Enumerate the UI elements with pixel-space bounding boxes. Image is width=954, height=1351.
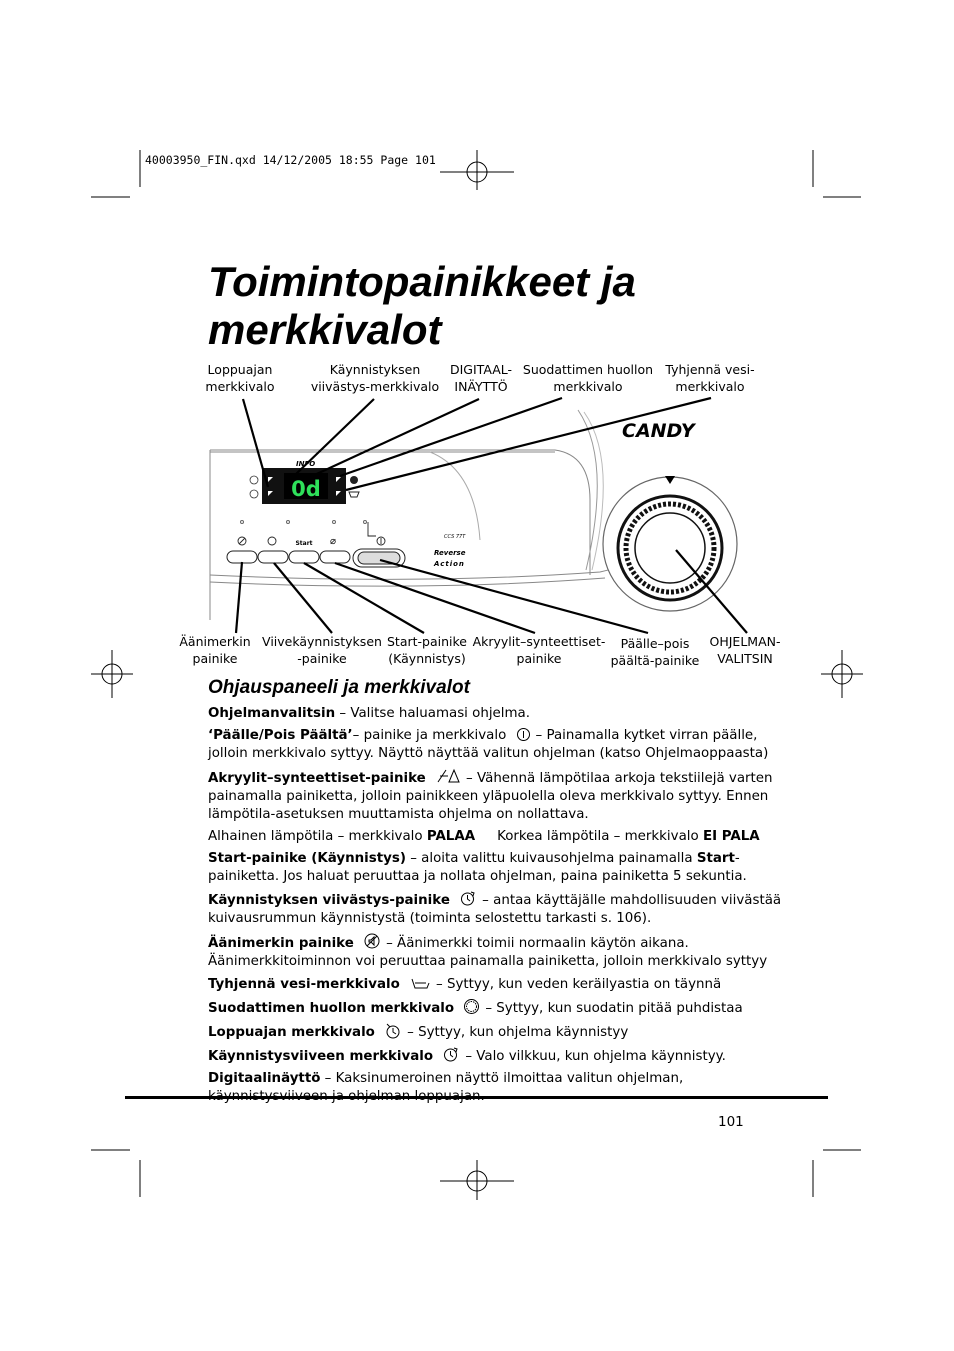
sound-off-icon <box>363 932 381 950</box>
print-slug: 40003950_FIN.qxd 14/12/2005 18:55 Page 101 <box>145 153 436 167</box>
para-end-time: Loppuajan merkkivalo – Syttyy, kun ohjelma käynnistyy <box>208 1022 798 1042</box>
title-line-1: Toimintopainikkeet ja <box>208 258 636 305</box>
callout-tyhjenna: Tyhjennä vesi- merkkivalo <box>665 362 755 394</box>
svg-text:Action: Action <box>434 560 465 568</box>
acrylic-icon <box>435 767 461 785</box>
callout-akryylit: Akryylit–synteettiset- painike <box>472 634 606 666</box>
description-text <box>208 705 798 1110</box>
filter-icon <box>463 998 480 1015</box>
program-dial[interactable] <box>603 476 737 611</box>
para-delay-button: Käynnistyksen viivästys-painike – antaa käyttäjälle mahdollisuuden viivästää kuivausrummun käynnistystä (toiminta selostettu tarkasti s. 106). <box>208 890 798 928</box>
acrylic-button[interactable] <box>320 551 350 563</box>
para-power: ‘Päälle/Pois Päältä’– painike ja merkkivalo – Painamalla kytket virran päälle, jolloin merkkivalo syttyy. Näyttö näyttää valitun ohjelman (katso Ohjelmaoppaasta) <box>208 728 769 761</box>
callout-ohjelman: OHJELMAN- VALITSIN <box>709 634 781 666</box>
para-temperature: Alhainen lämpötila – merkkivalo PALAA Korkea lämpötila – merkkivalo EI PALA <box>208 829 760 844</box>
info-label: INFO <box>296 460 316 468</box>
callout-digitaal: DIGITAAL- INÄYTTÖ <box>449 362 513 394</box>
para-delay-light: Käynnistysviiveen merkkivalo – Valo vilkkuu, kun ohjelma käynnistyy. <box>208 1046 798 1066</box>
para-filter: Suodattimen huollon merkkivalo – Syttyy, kun suodatin pitää puhdistaa <box>208 998 798 1018</box>
svg-text:⌀: ⌀ <box>329 536 337 547</box>
svg-text:Reverse: Reverse <box>434 549 466 557</box>
callout-paalle: Päälle–pois päältä-painike <box>610 636 700 668</box>
power-icon <box>516 727 531 742</box>
para-sound: Äänimerkin painike – Äänimerkki toimii normaalin käytön aikana. Äänimerkkitoiminnon voi peruuttaa painamalla painiketta, jolloin merkkivalo syttyy <box>208 932 798 971</box>
para-acrylic: Akryylit–synteettiset-painike – Vähennä lämpötilaa arkoja tekstiilejä varten painamalla painiketta, jolloin painikkeen yläpuolella oleva merkkivalo syttyy. Ennen lämpötila-asetuksen muuttamista ohjelma on nollattava. <box>208 767 798 824</box>
callout-aanimerkin: Äänimerkin painike <box>179 634 251 666</box>
footer-rule <box>125 1096 828 1099</box>
display-digits: 0d <box>291 477 321 501</box>
section-subheading: Ohjauspaneeli ja merkkivalot <box>208 677 470 698</box>
sound-button[interactable] <box>227 551 257 563</box>
delay-icon <box>459 890 477 907</box>
end-time-icon <box>384 1022 402 1039</box>
model-label: CCS 77T <box>444 534 466 540</box>
para-program-selector: Ohjelmanvalitsin – Valitse haluamasi ohjelma. <box>208 706 531 721</box>
para-start: Start-painike (Käynnistys) – aloita valittu kuivausohjelma painamalla Start- painiketta. Jos haluat peruuttaa ja nollata ohjelman, paina painiketta 5 sekuntia. <box>208 851 747 884</box>
para-empty-water: Tyhjennä vesi-merkkivalo – Syttyy, kun veden keräilyastia on täynnä <box>208 977 722 992</box>
callout-start: Start-painike (Käynnistys) <box>387 634 467 666</box>
callout-viive: Viivekäynnistyksen -painike <box>262 634 382 666</box>
start-label: Start <box>295 540 313 547</box>
delay-button[interactable] <box>258 551 288 563</box>
page-number: 101 <box>718 1114 744 1130</box>
filter-led <box>350 476 358 484</box>
start-button[interactable] <box>289 551 319 563</box>
delay-light-icon <box>442 1046 460 1063</box>
callout-kaynnistyksen: Käynnistyksen viivästys-merkkivalo <box>310 362 440 394</box>
empty-water-icon <box>409 975 431 991</box>
brand-logo: CANDY <box>622 420 695 442</box>
para-display: Digitaalinäyttö – Kaksinumeroinen näyttö ilmoittaa valitun ohjelman, <box>208 1071 684 1086</box>
callout-suodattimen: Suodattimen huollon merkkivalo <box>522 362 654 394</box>
title-line-2: merkkivalot <box>208 306 442 353</box>
callout-loppuajan: Loppuajan merkkivalo <box>205 362 275 394</box>
